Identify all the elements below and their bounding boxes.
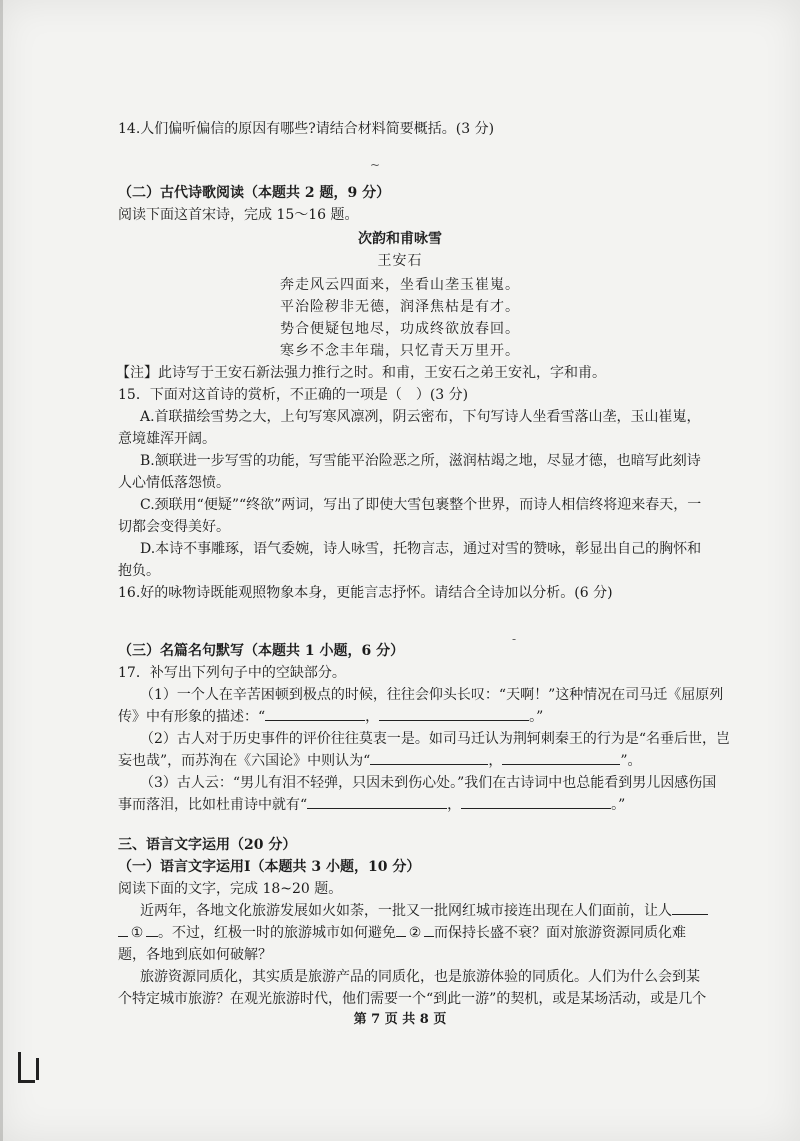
question-15: 15．下面对这首诗的赏析，不正确的一项是（ ）(3 分) (118, 387, 469, 403)
poem-line-1: 奔走风云四面来，坐看山垄玉崔嵬。 (280, 277, 520, 293)
option-c-line2: 切都会变得美好。 (118, 519, 230, 535)
option-b-line2: 人心情低落怨愤。 (118, 475, 230, 491)
option-b-line1: B.颔联进一步写雪的功能，写雪能平治险恶之所，滋润枯竭之地，尽显才德，也暗写此刻诗 (140, 453, 701, 469)
passage-p2-line2: 个特定城市旅游？在观光旅游时代，他们需要一个“到此一游”的契机，或是某场活动，或是几个 (118, 991, 707, 1007)
subsection-1-intro: 阅读下面的文字，完成 18~20 题。 (118, 881, 343, 897)
q17-3-line1: （3）古人云：“男儿有泪不轻弹，只因未到伤心处。”我们在古诗词中也总能看到男儿因感伤国 (140, 775, 717, 791)
q17-2-blank-1[interactable] (370, 750, 488, 765)
page-number: 第 7 页 共 8 页 (353, 1012, 447, 1027)
scan-edge-line (0, 0, 3, 1141)
comma: ， (488, 753, 503, 769)
q17-3-blank-1[interactable] (307, 794, 447, 809)
section-2-intro: 阅读下面这首宋诗，完成 15～16 题。 (118, 207, 359, 223)
q17-1-prompt: 传》中有形象的描述：“ (118, 709, 266, 725)
passage-p2-line1: 旅游资源同质化，其实质是旅游产品的同质化，也是旅游体验的同质化。人们为什么会到某 (140, 969, 700, 985)
passage-blank-1-lead[interactable] (118, 922, 128, 937)
passage-text: 而保持长盛不衰？面对旅游资源同质化难 (434, 925, 686, 941)
q17-2-blank-2[interactable] (502, 750, 620, 765)
q17-1-line1: （1）一个人在辛苦困顿到极点的时候，往往会仰头长叹：“天啊！”这种情况在司马迁《屈原列 (140, 687, 724, 703)
q17-1-blank-2[interactable] (379, 706, 529, 721)
passage-p1-line2 (118, 922, 760, 944)
option-a-line1: A.首联描绘雪势之大，上句写寒风凛冽，阴云密布，下句写诗人坐看雪落山垄，玉山崔嵬， (140, 409, 701, 425)
section-2-heading: （二）古代诗歌阅读（本题共 2 题，9 分） (118, 185, 391, 201)
passage-p1-line3: 题，各地到底如何破解？ (118, 947, 272, 963)
option-d-line1: D.本诗不事雕琢，语气委婉，诗人咏雪，托物言志，通过对雪的赞咏，彰显出自己的胸怀和 (140, 541, 702, 557)
poem-line-3: 势合便疑包地尽，功成终欲放春回。 (280, 321, 520, 337)
close-quote: 。” (529, 709, 544, 725)
poem-note: 【注】此诗写于王安石新法强力推行之时。和甫，王安石之弟王安礼，字和甫。 (116, 365, 606, 381)
passage-text: 近两年，各地文化旅游发展如火如荼，一批又一批网红城市接连出现在人们面前，让人 (140, 903, 672, 919)
poem-line-2: 平治险秽非无德，润泽焦枯是有才。 (280, 299, 520, 315)
q17-3-line2 (118, 794, 760, 816)
poem-author: 王安石 (377, 253, 423, 269)
passage-blank-1-tail[interactable] (146, 922, 158, 937)
passage-blank-2-tail[interactable] (424, 922, 434, 937)
subsection-1-heading: （一）语言文字运用Ⅰ（本题共 3 小题，10 分） (118, 859, 421, 875)
blank-marker-2: ② (408, 925, 422, 941)
scan-speck: ~ (370, 158, 381, 172)
option-c-line1: C.颈联用“便疑”“终欲”两词，写出了即使大雪包裹整个世界，而诗人相信终将迎来春天，一 (140, 497, 702, 513)
option-a-line2: 意境雄浑开阔。 (118, 431, 216, 447)
scan-speck: - (512, 632, 517, 646)
q17-3-prompt: 事而落泪，比如杜甫诗中就有“ (118, 797, 308, 813)
passage-blank-2-lead[interactable] (396, 922, 406, 937)
poem-line-4: 寒乡不念丰年瑞，只忆青天万里开。 (280, 343, 520, 359)
q17-1-line2 (118, 706, 760, 728)
registration-mark (36, 1058, 39, 1080)
section-3-heading: （三）名篇名句默写（本题共 1 小题，6 分） (118, 643, 405, 659)
q17-3-blank-2[interactable] (461, 794, 611, 809)
close-quote: 。” (611, 797, 626, 813)
q17-2-line2 (118, 750, 760, 772)
blank-marker-1: ① (130, 925, 144, 941)
question-17: 17．补写出下列句子中的空缺部分。 (118, 665, 346, 681)
q17-2-line1: （2）古人对于历史事件的评价往往莫衷一是。如司马迁认为荆轲刺秦王的行为是“名垂后世，岂 (140, 731, 731, 747)
q17-2-prompt: 妄也哉”，而苏洵在《六国论》中则认为“ (118, 753, 371, 769)
comma: ， (365, 709, 380, 725)
part-3-heading: 三、语言文字运用（20 分） (118, 837, 297, 853)
close-quote: ”。 (620, 753, 642, 769)
comma: ， (447, 797, 462, 813)
poem-title: 次韵和甫咏雪 (358, 231, 442, 247)
passage-p1-line1 (140, 900, 760, 922)
question-14: 14.人们偏听偏信的原因有哪些?请结合材料简要概括。(3 分) (118, 121, 495, 137)
question-16: 16.好的咏物诗既能观照物象本身，更能言志抒怀。请结合全诗加以分析。(6 分) (118, 585, 613, 601)
passage-text: 。不过，红极一时的旅游城市如何避免 (158, 925, 396, 941)
option-d-line2: 抱负。 (118, 563, 160, 579)
q17-1-blank-1[interactable] (265, 706, 365, 721)
registration-mark (18, 1052, 35, 1083)
passage-blank-trailing[interactable] (672, 900, 708, 915)
